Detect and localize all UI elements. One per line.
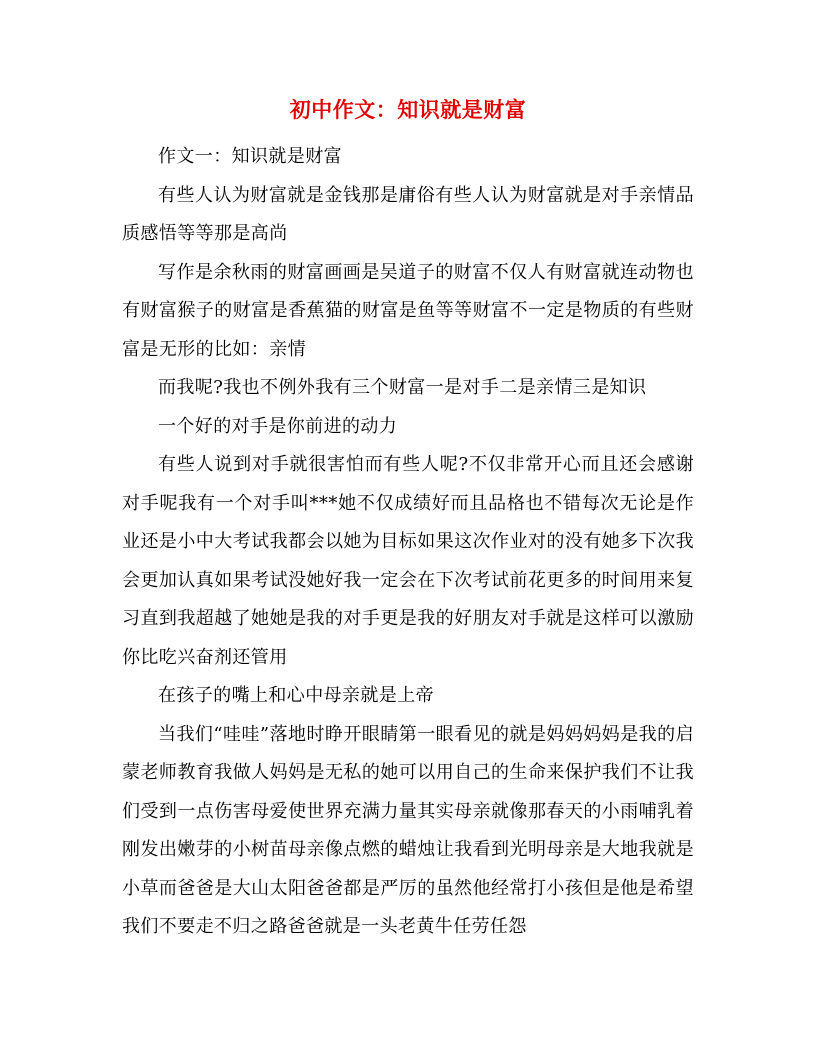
- paragraph: 而我呢?我也不例外我有三个财富一是对手二是亲情三是知识: [158, 377, 647, 398]
- paragraph: 有些人说到对手就很害怕而有些人呢?不仅非常开心而且还会感谢对手呢我有一个对手叫***她不仅成绩好而且品格也不错每次无论是作业还是小中大考试我都会以她为目标如果这次作业对的没有她多下次我会更加认真如果考试没她好我一定会在下次考试前花更多的时间用来复习直到我超越了她她是我的对手更是我的好朋友对手就是这样可以激励你比吃兴奋剂还管用: [122, 454, 694, 668]
- section-heading: 一个好的对手是你前进的动力: [158, 415, 398, 437]
- essay-subtitle: 作文一：知识就是财富: [158, 146, 342, 167]
- paragraph: 当我们“哇哇”落地时睁开眼睛第一眼看见的就是妈妈妈妈是我的启蒙老师教育我做人妈妈是无私的她可以用自己的生命来保护我们不让我们受到一点伤害母爱使世界充满力量其实母亲就像那春天的小雨哺乳着刚发出嫩芽的小树苗母亲像点燃的蜡烛让我看到光明母亲是大地我就是小草而爸爸是大山太阳爸爸都是严厉的虽然他经常打小孩但是他是希望我们不要走不归之路爸爸就是一头老黄牛任劳任怨: [122, 723, 694, 937]
- document-title: 初中作文：知识就是财富: [289, 97, 527, 122]
- paragraph: 有些人认为财富就是金钱那是庸俗有些人认为财富就是对手亲情品质感悟等等那是高尚: [122, 184, 694, 244]
- paragraph: 写作是余秋雨的财富画画是吴道子的财富不仅人有财富就连动物也有财富猴子的财富是香蕉猫的财富是鱼等等财富不一定是物质的有些财富是无形的比如：亲情: [122, 261, 694, 360]
- section-heading: 在孩子的嘴上和心中母亲就是上帝: [158, 685, 434, 706]
